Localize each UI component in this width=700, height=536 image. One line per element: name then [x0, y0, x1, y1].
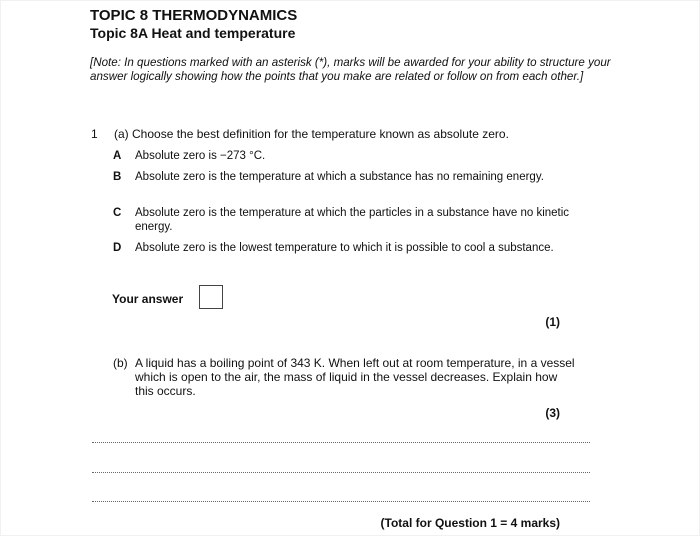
option-d-letter: D [113, 242, 122, 254]
answer-line-2[interactable] [92, 472, 590, 473]
part-a-question [114, 127, 509, 141]
topic-title: TOPIC 8 THERMODYNAMICS [90, 7, 298, 24]
option-b-text: Absolute zero is the temperature at which a substance has no remaining energy. [135, 171, 544, 183]
option-d-text: Absolute zero is the lowest temperature to which it is possible to cool a substance. [135, 242, 554, 254]
total-marks: (Total for Question 1 = 4 marks) [380, 516, 560, 530]
part-b-label: (b) [113, 356, 128, 370]
option-a-text: Absolute zero is −273 °C. [135, 150, 266, 162]
option-a-letter: A [113, 150, 122, 162]
option-c-letter: C [113, 207, 122, 219]
option-c-text: Absolute zero is the temperature at which the particles in a substance have no kinetic energy. [135, 207, 570, 233]
part-b-text: A liquid has a boiling point of 343 K. When left out at room temperature, in a vessel which is open to the air, the mass of liquid in the vessel decreases. Explain how this occurs. [135, 356, 575, 398]
option-b-letter: B [113, 171, 122, 183]
answer-line-3[interactable] [92, 501, 590, 502]
part-a-marks: (1) [545, 315, 560, 329]
question-number: 1 [91, 127, 98, 141]
subtopic-title: Topic 8A Heat and temperature [90, 25, 296, 41]
your-answer-label: Your answer [112, 292, 184, 306]
part-a-label: (a) [114, 127, 129, 141]
answer-line-1[interactable] [92, 442, 590, 443]
answer-box[interactable] [199, 285, 223, 309]
part-b-marks: (3) [545, 406, 560, 420]
note-text: [Note: In questions marked with an asterisk (*), marks will be awarded for your ability to structure your answer logically showing how the points that you make are related or follow on from each other.] [90, 56, 611, 83]
part-a-text: Choose the best definition for the temperature known as absolute zero. [132, 127, 509, 141]
